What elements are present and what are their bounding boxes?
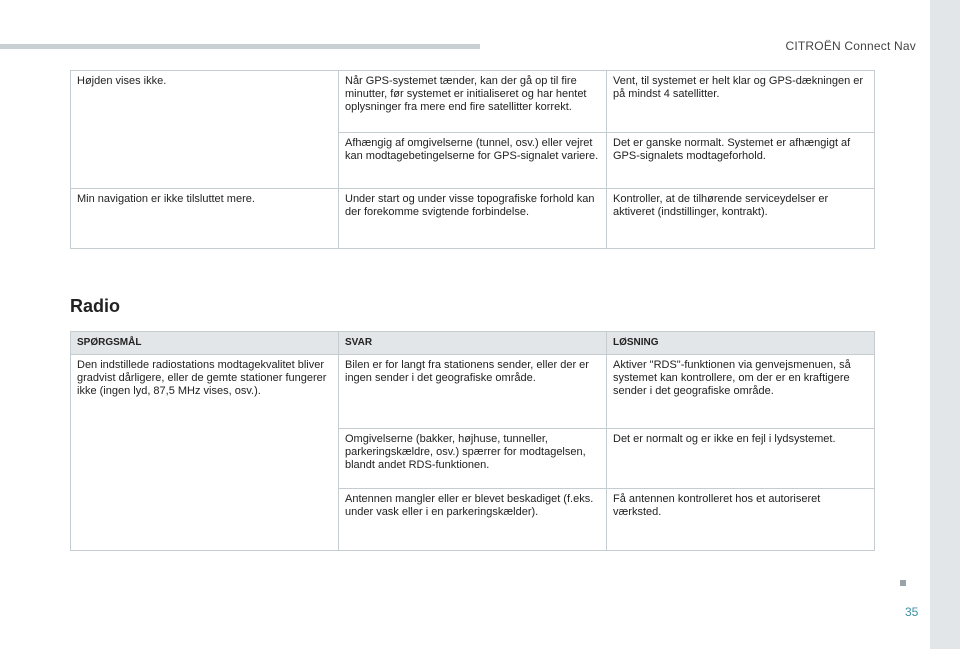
table-header-row bbox=[71, 332, 875, 355]
answer-cell: Bilen er for langt fra stationens sender, eller der er ingen sender i det geografiske område. bbox=[339, 355, 607, 429]
answer-cell: Antennen mangler eller er blevet beskadiget (f.eks. under vask eller i en parkeringskælder). bbox=[339, 489, 607, 551]
answer-cell: Under start og under visse topografiske forhold kan der forekomme svigtende forbindelse. bbox=[339, 189, 607, 249]
solution-cell: Det er ganske normalt. Systemet er afhængigt af GPS-signalets modtageforhold. bbox=[607, 133, 875, 189]
question-cell: Højden vises ikke. bbox=[71, 71, 339, 189]
end-of-section-marker bbox=[900, 580, 906, 586]
answer-cell: Omgivelserne (bakker, højhuse, tunneller, parkeringskældre, osv.) spærrer for modtagelsen, blandt andet RDS-funktionen. bbox=[339, 429, 607, 489]
header-question: SPØRGSMÅL bbox=[71, 332, 339, 355]
answer-cell: Afhængig af omgivelserne (tunnel, osv.) eller vejret kan modtagebetingelserne for GPS-signalet variere. bbox=[339, 133, 607, 189]
header-answer: SVAR bbox=[339, 332, 607, 355]
manual-header-title: CITROËN Connect Nav bbox=[785, 39, 916, 53]
solution-cell: Kontroller, at de tilhørende serviceydelser er aktiveret (indstillinger, kontrakt). bbox=[607, 189, 875, 249]
table-row bbox=[71, 189, 875, 249]
solution-cell: Få antennen kontrolleret hos et autoriseret værksted. bbox=[607, 489, 875, 551]
solution-cell: Det er normalt og er ikke en fejl i lydsystemet. bbox=[607, 429, 875, 489]
section-title-radio: Radio bbox=[70, 296, 121, 316]
radio-faq-table bbox=[70, 331, 875, 551]
header-solution: LØSNING bbox=[607, 332, 875, 355]
side-strip bbox=[930, 0, 960, 649]
question-cell: Min navigation er ikke tilsluttet mere. bbox=[71, 189, 339, 249]
table-row bbox=[71, 355, 875, 429]
navigation-faq-table bbox=[70, 70, 875, 249]
answer-cell: Når GPS-systemet tænder, kan der gå op til fire minutter, før systemet er initialiseret og har hentet oplysninger fra mere end fire satellitter korrekt. bbox=[339, 71, 607, 133]
page-number: 35 bbox=[905, 605, 919, 619]
top-accent-bar bbox=[0, 44, 480, 49]
question-cell: Den indstillede radiostations modtagekvalitet bliver gradvist dårligere, eller de gemte stationer fungerer ikke (ingen lyd, 87,5 MHz vises, osv.). bbox=[71, 355, 339, 551]
solution-cell: Aktiver "RDS"-funktionen via genvejsmenuen, så systemet kan kontrollere, om der er en kraftigere sender i det geografiske område. bbox=[607, 355, 875, 429]
table-row bbox=[71, 71, 875, 133]
solution-cell: Vent, til systemet er helt klar og GPS-dækningen er på mindst 4 satellitter. bbox=[607, 71, 875, 133]
